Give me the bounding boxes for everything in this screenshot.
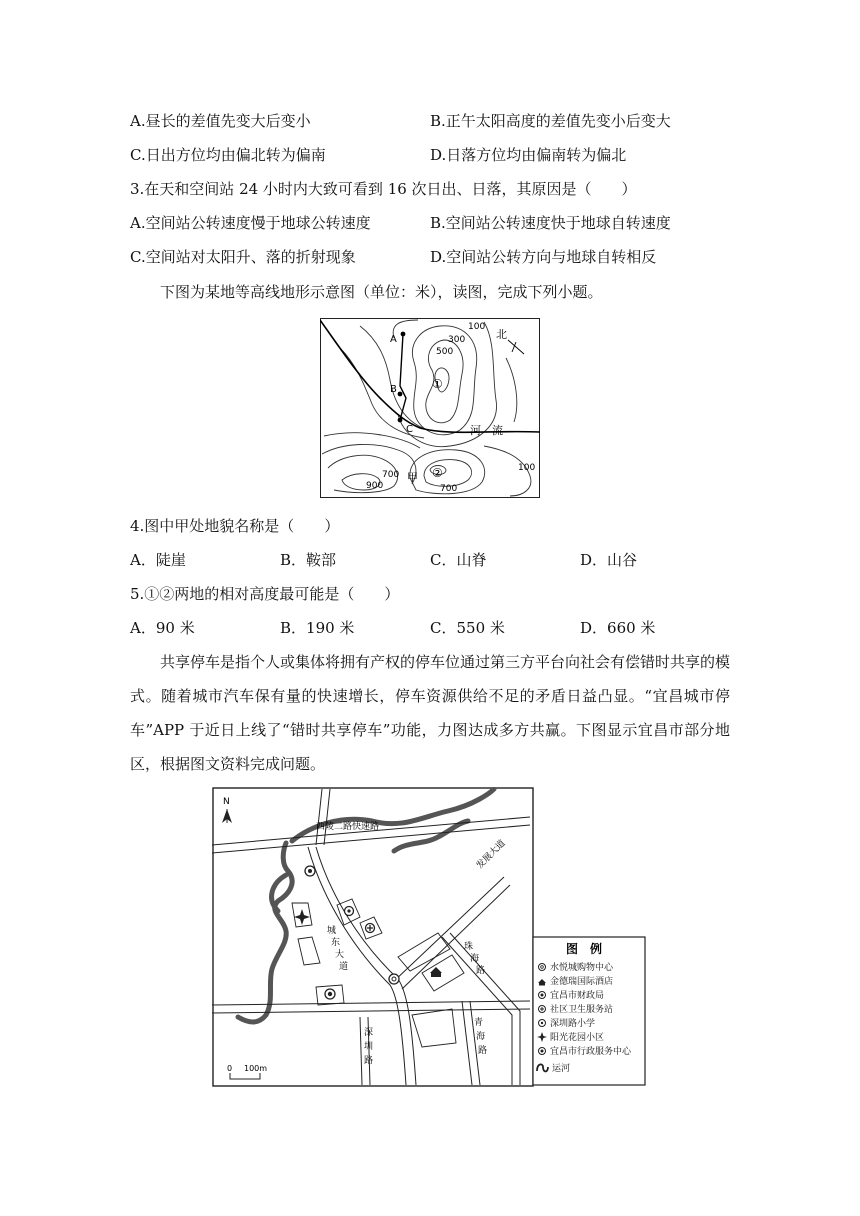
peak-2-marker: ②: [432, 466, 443, 480]
legend-label-hotel: 金德瑞国际酒店: [550, 977, 614, 987]
q4-option-b[interactable]: B．鞍部: [280, 551, 337, 569]
finance-bureau-icon: [539, 992, 546, 999]
svg-text:100m: 100m: [244, 1064, 268, 1073]
svg-text:道: 道: [339, 962, 349, 972]
q2-option-c[interactable]: C.日出方位均由偏北转为偏南: [130, 146, 326, 164]
svg-text:海: 海: [470, 954, 480, 964]
point-a-label: A: [390, 334, 397, 345]
mall-icon: [539, 964, 546, 971]
admin-center-icon: [539, 1048, 546, 1055]
contour-map: [320, 318, 540, 498]
city-map: [212, 787, 646, 1087]
north-label: 北: [496, 328, 507, 341]
school-marker[interactable]: [345, 907, 354, 916]
q3-option-a[interactable]: A.空间站公转速度慢于地球公转速度: [130, 214, 371, 232]
legend-title: 图 例: [566, 942, 603, 956]
q3-stem: 3.在天和空间站 24 小时内大致可看到 16 次日出、日落，其原因是（ ）: [130, 180, 637, 198]
svg-text:路: 路: [478, 1046, 488, 1056]
svg-text:青: 青: [474, 1018, 484, 1028]
q2-option-b[interactable]: B.正午太阳高度的差值先变小后变大: [430, 112, 671, 130]
legend: [533, 937, 645, 1085]
q5-option-b[interactable]: B．190 米: [280, 619, 355, 637]
legend-label-finance: 宜昌市财政局: [550, 991, 605, 1001]
river-label: 河 流: [470, 424, 503, 437]
q4-stem: 4.图中甲处地貌名称是（ ）: [130, 517, 340, 535]
legend-label-school: 深圳路小学: [550, 1019, 596, 1029]
legend-label-health: 社区卫生服务站: [550, 1005, 614, 1015]
q3-option-d[interactable]: D.空间站公转方向与地球自转相反: [430, 248, 657, 266]
contour-label-700-left: 700: [382, 470, 400, 480]
point-c-label: C: [406, 424, 413, 435]
q4-option-d[interactable]: D．山谷: [580, 551, 638, 569]
q5-stem: 5.①②两地的相对高度最可能是（ ）: [130, 585, 400, 603]
legend-label-mall: 水悦城购物中心: [550, 963, 614, 973]
q3-option-c[interactable]: C.空间站对太阳升、落的折射现象: [130, 248, 356, 266]
finance-bureau-marker[interactable]: [325, 989, 335, 999]
legend-label-canal: 运河: [552, 1064, 571, 1074]
contour-label-100-top: 100: [468, 322, 486, 332]
q5-option-a[interactable]: A．90 米: [130, 619, 195, 637]
north-arrow-label: N: [223, 797, 230, 807]
contour-label-500: 500: [436, 347, 454, 357]
mall-marker[interactable]: [389, 974, 399, 984]
health-station-icon: [539, 1006, 546, 1013]
contour-label-700-bottom: 700: [440, 484, 458, 494]
point-b-label: B: [390, 384, 397, 395]
contour-intro: 下图为某地等高线地形示意图（单位：米），读图，完成下列小题。: [160, 283, 603, 301]
q2-option-a[interactable]: A.昼长的差值先变大后变小: [130, 112, 311, 130]
contour-label-300: 300: [448, 335, 466, 345]
road-label-shenzhen: [364, 1027, 373, 1066]
road-label-fazhan: 发展大道: [475, 838, 508, 872]
peak-1-marker: ①: [432, 377, 443, 391]
school-icon: [539, 1020, 546, 1027]
admin-center-marker[interactable]: [305, 866, 315, 876]
q5-option-c[interactable]: C．550 米: [430, 619, 505, 637]
health-station-marker[interactable]: [366, 924, 375, 933]
svg-text:0: 0: [227, 1064, 233, 1073]
svg-text:圳: 圳: [364, 1042, 374, 1052]
q5-option-d[interactable]: D．660 米: [580, 619, 656, 637]
svg-text:东: 东: [331, 938, 341, 948]
parking-paragraph: 共享停车是指个人或集体将拥有产权的停车位通过第三方平台向社会有偿错时共享的模式。随着城市汽车保有量的快速增长，停车资源供给不足的矛盾日益凸显。“宜昌城市停车”APP 于近日上线了“错时共享停车”功能，力图达成多方共赢。下图显示宜昌市部分地区，根据图文资料完成问题。: [130, 653, 731, 773]
svg-text:珠: 珠: [464, 942, 474, 952]
contour-label-900: 900: [366, 481, 384, 491]
svg-text:路: 路: [476, 966, 486, 976]
jia-label: 甲: [407, 471, 418, 484]
road-label-xiling: 西陵二路快速路: [316, 822, 380, 832]
svg-text:城: 城: [327, 926, 337, 936]
legend-label-admin: 宜昌市行政服务中心: [550, 1047, 632, 1057]
q2-option-d[interactable]: D.日落方位均由偏南转为偏北: [430, 146, 627, 164]
q3-option-b[interactable]: B.空间站公转速度快于地球自转速度: [430, 214, 671, 232]
q4-option-c[interactable]: C．山脊: [430, 551, 487, 569]
svg-text:深: 深: [364, 1028, 374, 1038]
svg-text:海: 海: [476, 1032, 486, 1042]
svg-text:路: 路: [364, 1056, 374, 1066]
svg-text:大: 大: [335, 950, 345, 960]
q4-option-a[interactable]: A．陡崖: [130, 551, 186, 569]
contour-label-100-right: 100: [518, 463, 536, 473]
legend-label-residence: 阳光花园小区: [550, 1033, 605, 1043]
